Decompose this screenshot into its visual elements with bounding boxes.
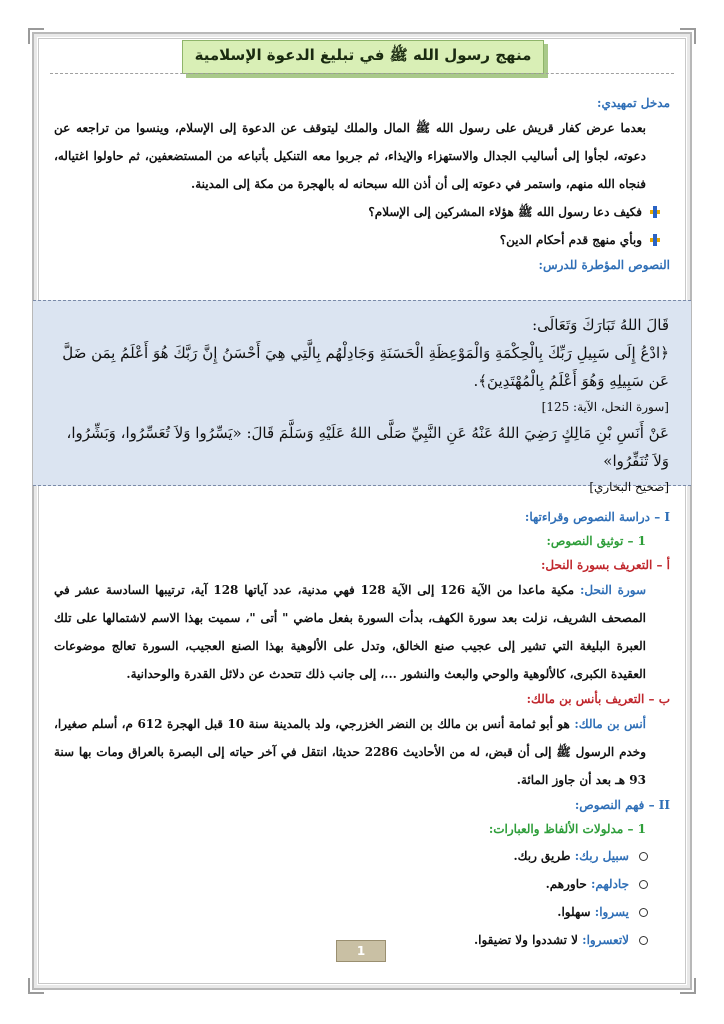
list-item (54, 870, 648, 898)
question-text: وبأي منهج قدم أحكام الدين؟ (499, 233, 642, 247)
term-meaning: سهلوا. (557, 905, 591, 919)
question-item (54, 226, 670, 254)
terms-list (54, 842, 670, 954)
circle-bullet-icon (639, 936, 648, 945)
term: جادلهم: (590, 877, 629, 891)
hadith-text: عَنْ أَنَسِ بْنِ مَالِكٍ رَضِيَ اللهُ عَنْهُ عَنِ النَّبِيِّ صَلَّى اللهُ عَلَيْهِ وَسَلَّمَ قَالَ: «يَسِّرُوا وَلاَ تُعَسِّرُوا، وَبَشِّرُوا، وَلاَ تُنَفِّرُوا» (66, 424, 669, 470)
pin-icon (650, 234, 660, 246)
anas-paragraph (54, 710, 670, 794)
frame-corner (28, 28, 44, 44)
surah-lead: سورة النحل: (579, 583, 646, 597)
section2-heading: II – فهم النصوص: (574, 798, 670, 812)
circle-bullet-icon (639, 852, 648, 861)
texts-heading: النصوص المؤطرة للدرس: (538, 258, 670, 272)
term: يسروا: (594, 905, 629, 919)
verse-intro: قَالَ اللهُ تَبَارَكَ وَتَعَالَى: (532, 316, 669, 334)
anas-text: هو أبو ثمامة أنس بن مالك بن النضر الخزرجي، ولد بالمدينة سنة 10 قبل الهجرة 612 م، أسلم صغيرا، وخدم الرسول ﷺ إلى أن قبض، له من الأحاديث 2286 حديثا، انتقل في آخر حياته إلى البصرة بالعراق ومات بها سنة 93 هـ بعد أن جاوز المائة. (54, 717, 647, 787)
frame-corner (680, 978, 696, 994)
quotes-box (33, 300, 691, 494)
page-title: منهج رسول الله ﷺ في تبليغ الدعوة الإسلامية (182, 40, 544, 74)
term: سبيل ربك: (574, 849, 629, 863)
page-number: 1 (336, 940, 386, 962)
section1-heading: I – دراسة النصوص وقراءتها: (524, 510, 670, 524)
section2-subheading: 1 – مدلولات الألفاظ والعبارات: (488, 822, 646, 836)
list-item (54, 898, 648, 926)
surah-heading: أ – التعريف بسورة النحل: (540, 558, 670, 572)
surah-text: مكية ماعدا من الآية 126 إلى الآية 128 فهي مدنية، عدد آياتها 128 آية، ترتيبها السادسة عشر في المصحف الشريف، نزلت بعد سورة الكهف، بدأت السورة بفعل ماضي " أتى "، سميت بهذا الاسم لاشتمالها على تلك العبرة البليغة التي تشير إلى عجيب صنع الخالق، وتدل على الألوهية بهذا الصنع العجيب، السورة تعالج موضوعات العقيدة الكبرى، كالألوهية والوحي والبعث والنشور ...، إلى جانب ذلك تتحدث عن دلائل القدرة والوحدانية. (54, 583, 646, 681)
term-meaning: طريق ربك. (513, 849, 571, 863)
hadith-reference: [صحيح البخاري] (589, 480, 669, 494)
verse-text: ﴿ادْعُ إِلَى سَبِيلِ رَبِّكَ بِالْحِكْمَةِ وَالْمَوْعِظَةِ الْحَسَنَةِ وَجَادِلْهُم بِالَّتِي هِيَ أَحْسَنُ إِنَّ رَبَّكَ هُوَ أَعْلَمُ بِمَن ضَلَّ عَن سَبِيلِهِ وَهُوَ أَعْلَمُ بِالْمُهْتَدِينَ﴾. (62, 344, 669, 390)
verse-reference: [سورة النحل، الآية: 125] (541, 400, 669, 414)
anas-heading: ب – التعريف بأنس بن مالك: (526, 692, 670, 706)
term: لاتعسروا: (582, 933, 629, 947)
intro-heading: مدخل تمهيدي: (597, 96, 670, 110)
frame-corner (680, 28, 696, 44)
intro-paragraph: بعدما عرض كفار قريش على رسول الله ﷺ المال والملك ليتوقف عن الدعوة إلى الإسلام، وينسوا من تراجعه عن دعوته، لجأوا إلى أساليب الجدال والاستهزاء والإيذاء، ثم جربوا معه التنكيل بأتباعه من المستضعفين، ثم حاولوا اغتياله، فنجاه الله منهم، واستمر في دعوته إلى أن أذن الله سبحانه له بالهجرة من مكة إلى المدينة. (54, 121, 646, 191)
title-divider (50, 73, 674, 74)
pin-icon (650, 206, 660, 218)
question-item (54, 198, 670, 226)
question-text: فكيف دعا رسول الله ﷺ هؤلاء المشركين إلى الإسلام؟ (368, 205, 642, 219)
surah-paragraph (54, 576, 670, 688)
circle-bullet-icon (639, 880, 648, 889)
frame-corner (28, 978, 44, 994)
list-item (54, 842, 648, 870)
study-section (54, 506, 670, 954)
section1-subheading: 1 – توثيق النصوص: (546, 534, 646, 548)
anas-lead: أنس بن مالك: (574, 717, 647, 731)
circle-bullet-icon (639, 908, 648, 917)
term-meaning: لا تشددوا ولا تضيقوا. (473, 933, 578, 947)
intro-section (54, 92, 670, 276)
term-meaning: حاورهم. (545, 877, 587, 891)
